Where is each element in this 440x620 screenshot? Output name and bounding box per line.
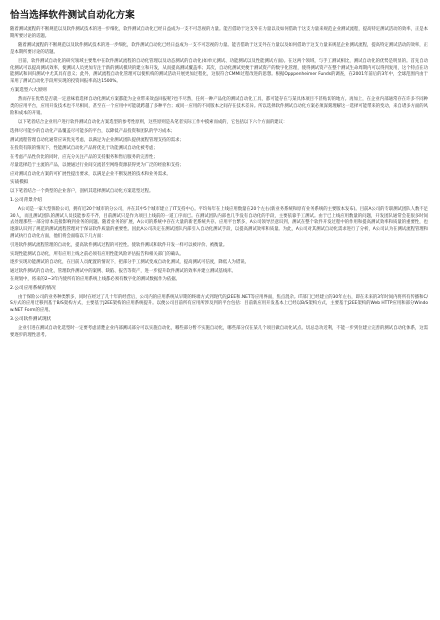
section-heading: 实战模拟 [10,180,29,186]
section-heading: 1.公司背景介绍 [10,198,42,204]
paragraph: 在规划中，将来的2~3年内使所有的应用系统上线都必须有数字化的测试数据作为依据。 [10,277,180,283]
paragraph: 以下笔者结合一个典型的企业客户，剖析其选择测试自动化方案选型过程。 [10,189,154,195]
paragraph: 然而存在优势是否就一定意味着选择自动化测试方案都能为企业带来效益回报呢?也不尽然，任何一种产品化的测试自动化工具，都可能存在与某具体项目不甚贴切的地方。再加上，在企业内部通常存在许多不同种类的应用平台，应用开发技术也不尽相同，甚至在一个应用中可能就跨越了多种平台；或同一应用的不同版本之间存在技术差异。所以选择软件测试自动化方案必须深刻理解这一选择可能带来的变动，来自诸多方面的风险和成本的开销。 [10,97,428,116]
paragraph: 目前，软件测试自动化的研究领域主要集中在软件测试流程的自动化管理以及动态测试的自动化(如单元测试、功能测试以及性能测试方面)。在这两个领域，与手工测试相比，测试自动化的优势是明显的。首先自动化测试可以提高测试效率，使测试人员更加专注于新的测试模块的建立和开发，从而提高测试覆盖率；其次，自动化测试更便于测试资产的数字化管理，使得测试资产在整个测试生命周期内可以得到复用，这个特点在功能测试和回归测试中尤其具有意义；此外，测试流程自动化管理可以使机构的测试活动开展更加过程化，这很符合CMMI过程改进的思想。根据Opppenheimer Funds的调查，在2001年前后的3年中，全球范围内由于采用了测试自动化手段所实现的投资回报率高达1500%。 [10,59,428,85]
paragraph: 逐步实现功能测试的自动化，在目前人员配置的情况下，把部分手工测试变成自动化测试，提高测试可信度，降低人为错误。 [10,260,249,266]
paragraph: 随着测试流程的不断规范以及软件测试技术的进一步细化，软件测试自动化已经日益成为一支不可忽视的力量。能否借助于这支外在力量以及如何借助于这支力量来规范企业测试流程，提高特定测试活动的效率，正是本期所要讨论的话题。 [10,27,428,39]
paragraph: 由于保险公司的业务种类繁多，同时在经过了几十年的经营后，公司内的应用系统从早期的终端方式到现代的J2EE和.NET等应用界面，焦点混杂。IT部门已经建立的30年左右，即在未来的3年时间内将所有传播和C/S方式的应用迁移到基于B/S架构方式，主要基于J2EE架构的应用系统提升。以便公司目前所有应用所涉及到的平台包括：目前新应用开发基本上已经以B/S架构方式，主要基于J2EE架构的Web HTTP应用和部分Window.NET Form的应用。 [10,294,428,313]
section-heading: 3.公司软件测试现状 [10,317,52,323]
paragraph: 选择尽可能少的自动化产品覆盖尽可能多的平台，以降低产品投资和团队的学习成本； [10,129,176,135]
paragraph: 通过软件测试的自动化，管理软件测试中的案例、缺陷、报告等资产，进一步提升软件测试的效率并建立测试基线库。 [10,268,236,274]
paragraph: 在考虑产品性价比的同时，应充分关注产品的支持服务和售后服务的完善性； [10,154,158,160]
paragraph: 实现性能测试自动化，所有应用上线之前必须有应用性能风险评估报告和相关部门的确认。 [10,251,184,257]
paragraph: 在投资有限的情况下，性能测试自动化产品将优先于功能测试自动化被考虑； [10,146,158,152]
article-body [10,27,428,339]
section-heading: 方案选型六大原则 [10,88,47,94]
paragraph: A公司是一家大型保险公司，拥有近20个城市的分公司，并在其中5个城市建立了IT支持中心。平均每年在上线应用数量在20个左右(新业务系统和原有业务系统的主要版本发布)。目前A公司的专职测试团队人数不足30人，而且测试团队的测试人员技能参差不齐，目前测试只是作为项目上线前的一道工序而已。在测试团队内部也几乎没有自动化的手段，主要依靠手工测试。由于已上线应用数量的问题，开发团队通常会花很多时间去处理那些一部分原本直接影响到业务的问题。随着业务的扩展，A公司的系统中存在大量的新老系统共存。应用平台繁多，A公司领导层意识到，测试在整个软件开发过程中的作用和提高测试效率和质量的重要性，也逐渐认识到了规范的测试流程管理对于保证软件质量的重要性。因此A公司决定在测试团队内部引入自动化测试手段，以提高测试效率和质量。为此，A公司对其测试自动化需求进行了分析，A公司认为在测试流程管理和测试执行自动化方面，他们将会面临以下几方面： [10,207,428,239]
paragraph: 尽量选择趋于主流的产品，以便通过行业间交流甚至网络资源获得更为广泛的经验和支持； [10,163,184,169]
paragraph: 企业引进在测试自动化选型时一定要考虑清楚企业内部测试部分可以实施自动化，哪些部分暂不实施自动化，哪些部分仅在某几个项目做自动化试点。切忌急功近利，不能一步到位建立完善的测试自动化体系，这需要逐步的理性思考。 [10,325,428,338]
section-heading: 2.公司应用系统的情况 [10,285,56,291]
paragraph: 以下笔者结合企业用户进行软件测试自动化方案选型的参考性原则，这些原则是从笔者实际工作中摸索而成的，它包括以下六个方面的建议： [18,119,288,125]
paragraph: 随着测试流程的不断规范以及软件测试技术的进一步细化，软件测试自动化已经日益成为一支不可忽视的力量。能否借助于这支外在力量以及如何借助于这支力量来规范企业测试流程，提高特定测试活动的效率，正是本期所要讨论的话题。 [10,43,428,55]
paragraph: 应对测试自动化方案的可扩展性提出要求，以满足企业不断发展的技术和业务需求。 [10,171,171,177]
paragraph: 测试流程管理自动化通常应该优先考虑，以满足为企业测试团队提供流程管理支持的需求； [10,137,184,143]
page-title: 恰当选择软件测试自动化方案 [10,10,135,21]
paragraph: 引进软件测试流程管理的自动化，提高软件测试过程的可控性。使软件测试和软件开发一样可以被评价、被衡量。 [10,243,228,249]
